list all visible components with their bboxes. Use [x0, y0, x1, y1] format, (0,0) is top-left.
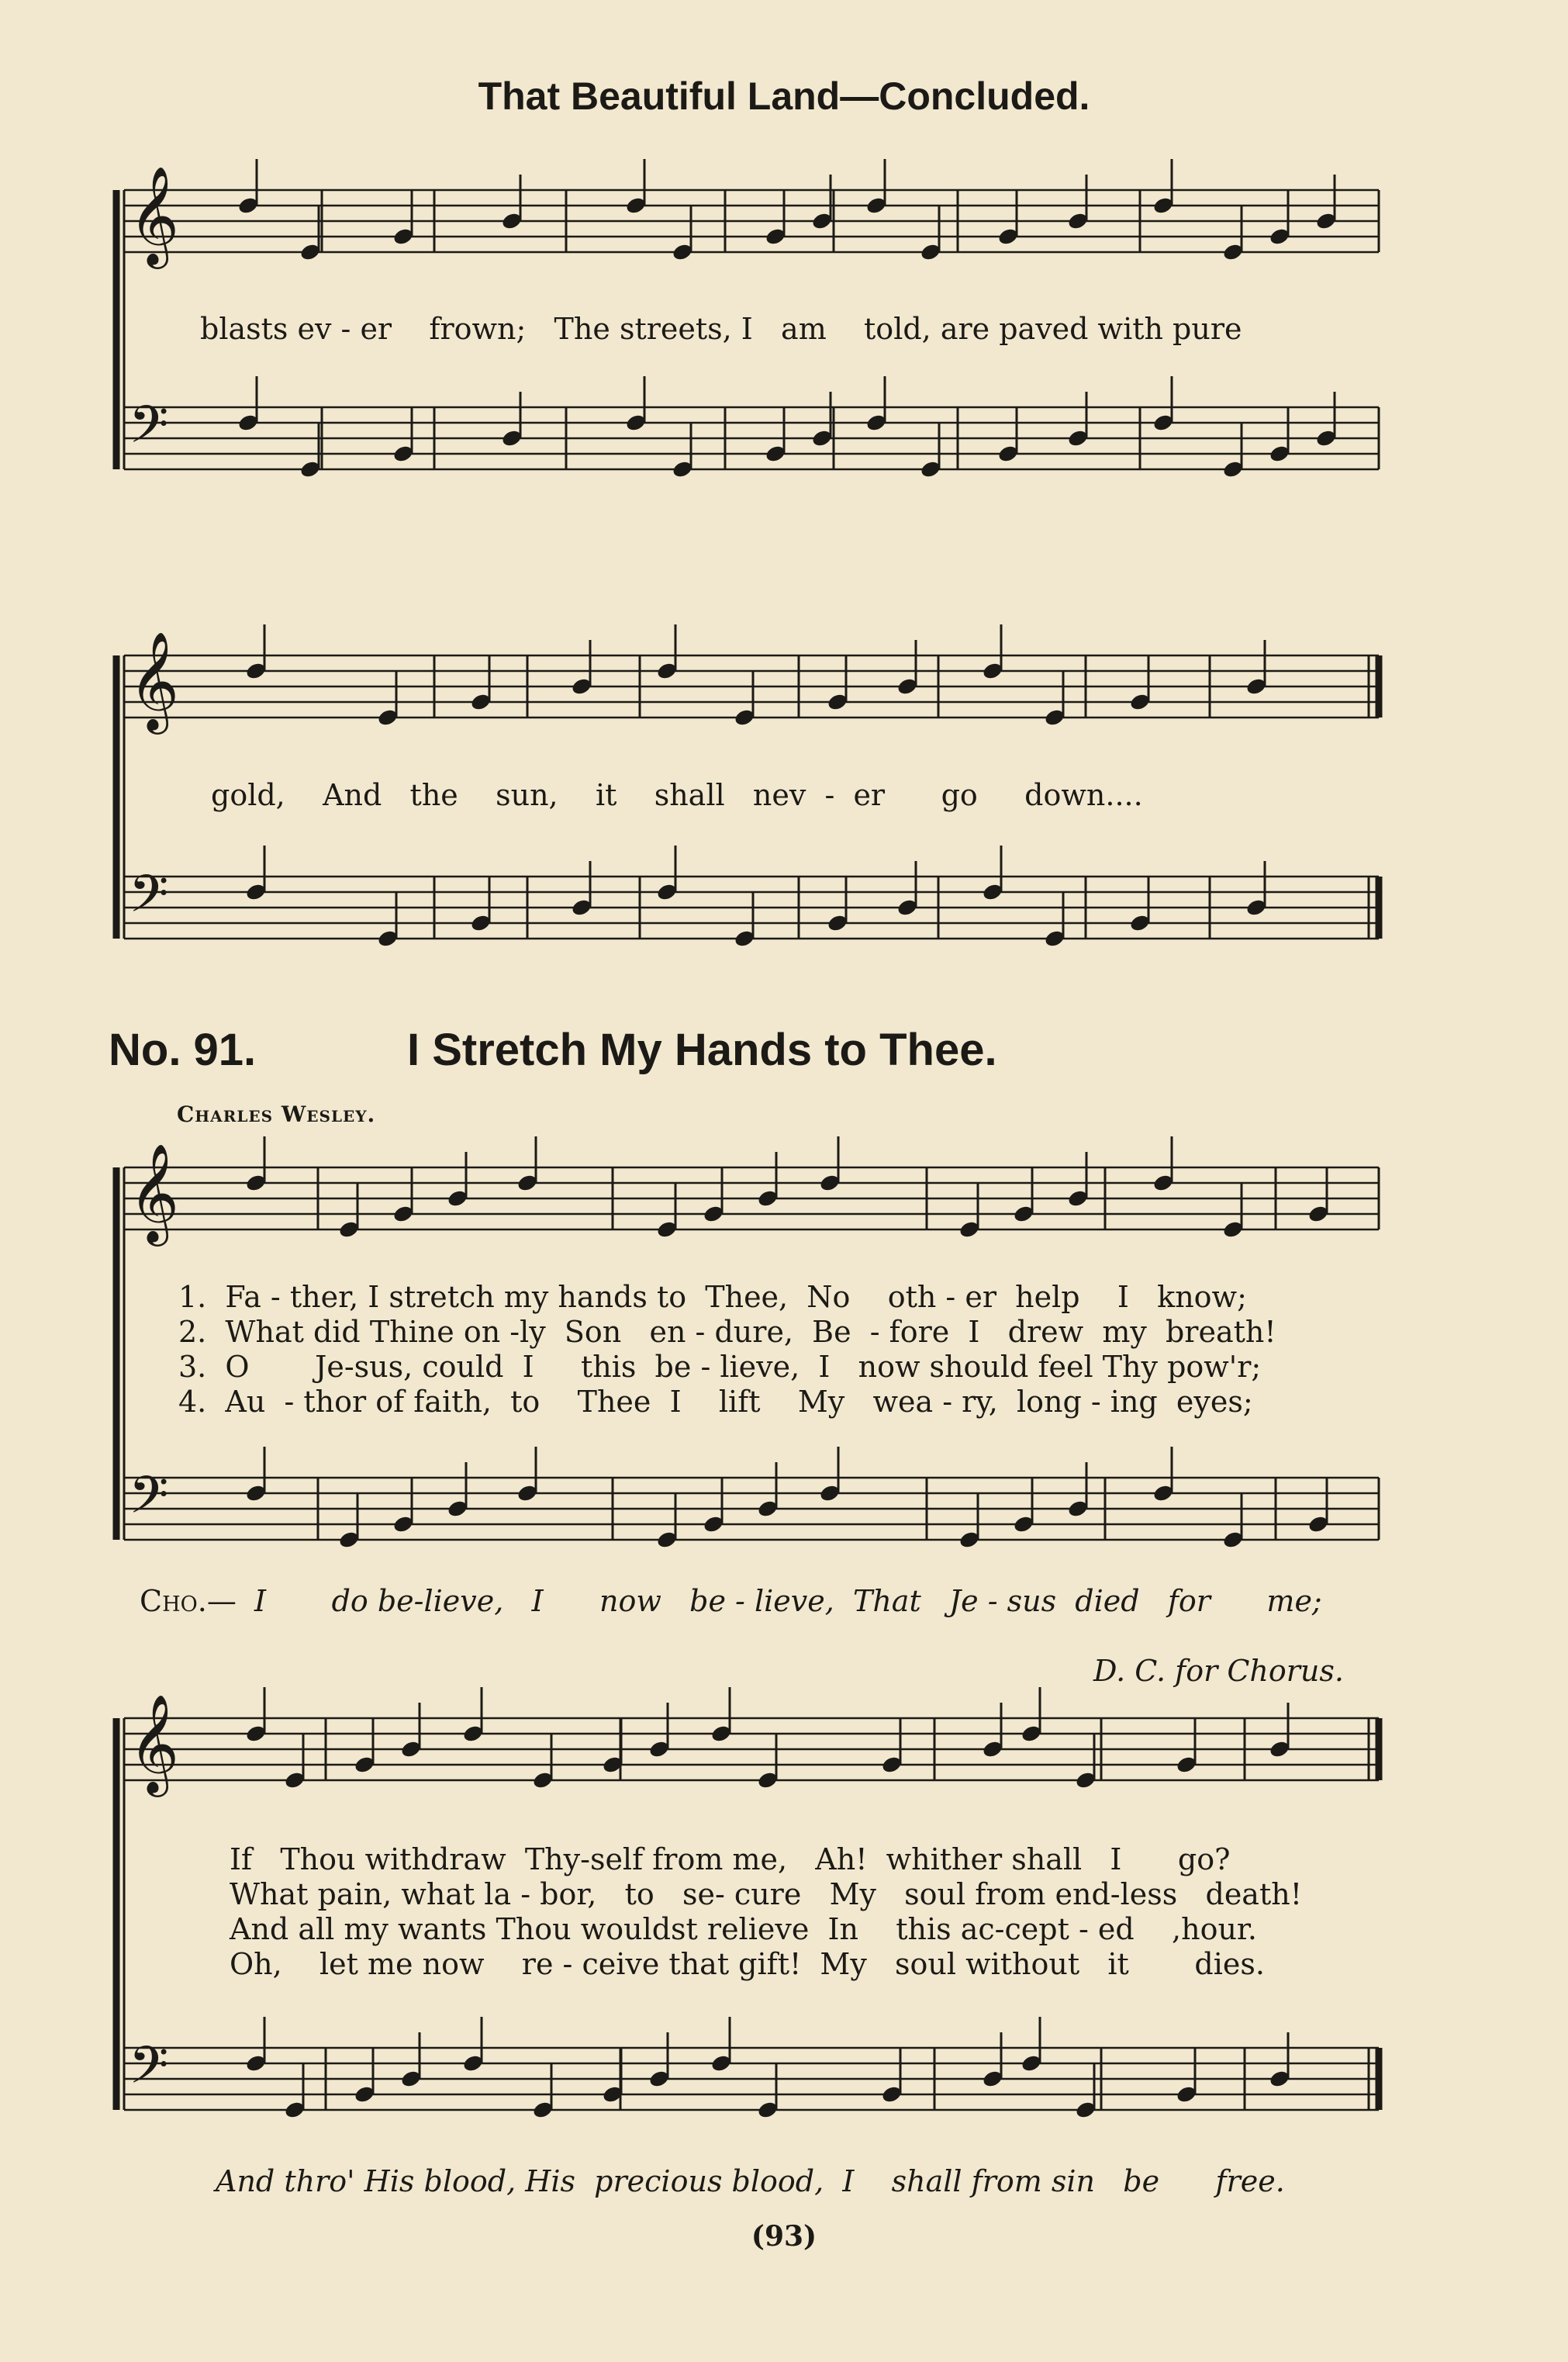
verse-line: What pain, what la - bor, to se- cure My soul from end-less death! [230, 1877, 1302, 1911]
continuation-title: That Beautiful Land—Concluded. [478, 74, 1090, 118]
verse-line: 3. O Je-sus, could I this be - lieve, I now should feel Thy pow'r; [178, 1350, 1262, 1384]
lyric-line: blasts ev - er frown; The streets, I am told, are paved with pure [200, 312, 1242, 346]
verse-line: 4. Au - thor of faith, to Thee I lift My wea - ry, long - ing eyes; [178, 1385, 1253, 1419]
lyric-line: gold, And the sun, it shall nev - er go down.... [211, 778, 1143, 812]
verse-line: If Thou withdraw Thy-self from me, Ah! whither shall I go? [230, 1842, 1231, 1876]
chorus-line: And thro' His blood, His precious blood, I shall from sin be free. [216, 2164, 1285, 2198]
bass-clef-icon: 𝄢 [129, 395, 169, 467]
chorus-line: I do be-lieve, I now be - lieve, That Je - sus died for me; [254, 1584, 1322, 1618]
bass-clef-icon: 𝄢 [129, 1465, 169, 1537]
chorus-label: Cho.— [140, 1584, 237, 1618]
hymn-author: Charles Wesley. [177, 1101, 376, 1127]
dc-instruction: D. C. for Chorus. [1093, 1654, 1344, 1688]
treble-clef-icon: 𝄞 [129, 1143, 180, 1242]
verse-line: 2. What did Thine on -ly Son en - dure, Be - fore I drew my breath! [178, 1315, 1276, 1349]
bass-clef-icon: 𝄢 [129, 864, 169, 936]
verse-line: Oh, let me now re - ceive that gift! My soul without it dies. [230, 1947, 1265, 1981]
hymn-number: No. 91. [109, 1025, 257, 1075]
page-number: (93) [751, 2220, 817, 2253]
treble-clef-icon: 𝄞 [129, 631, 180, 730]
treble-clef-icon: 𝄞 [129, 165, 180, 265]
verse-line: 1. Fa - ther, I stretch my hands to Thee, No oth - er help I know; [178, 1280, 1247, 1314]
bass-clef-icon: 𝄢 [129, 2035, 169, 2108]
hymn-title: I Stretch My Hands to Thee. [407, 1025, 997, 1075]
verse-line: And all my wants Thou wouldst relieve In this ac-cept - ed ,hour. [230, 1912, 1257, 1946]
treble-clef-icon: 𝄞 [129, 1693, 180, 1793]
